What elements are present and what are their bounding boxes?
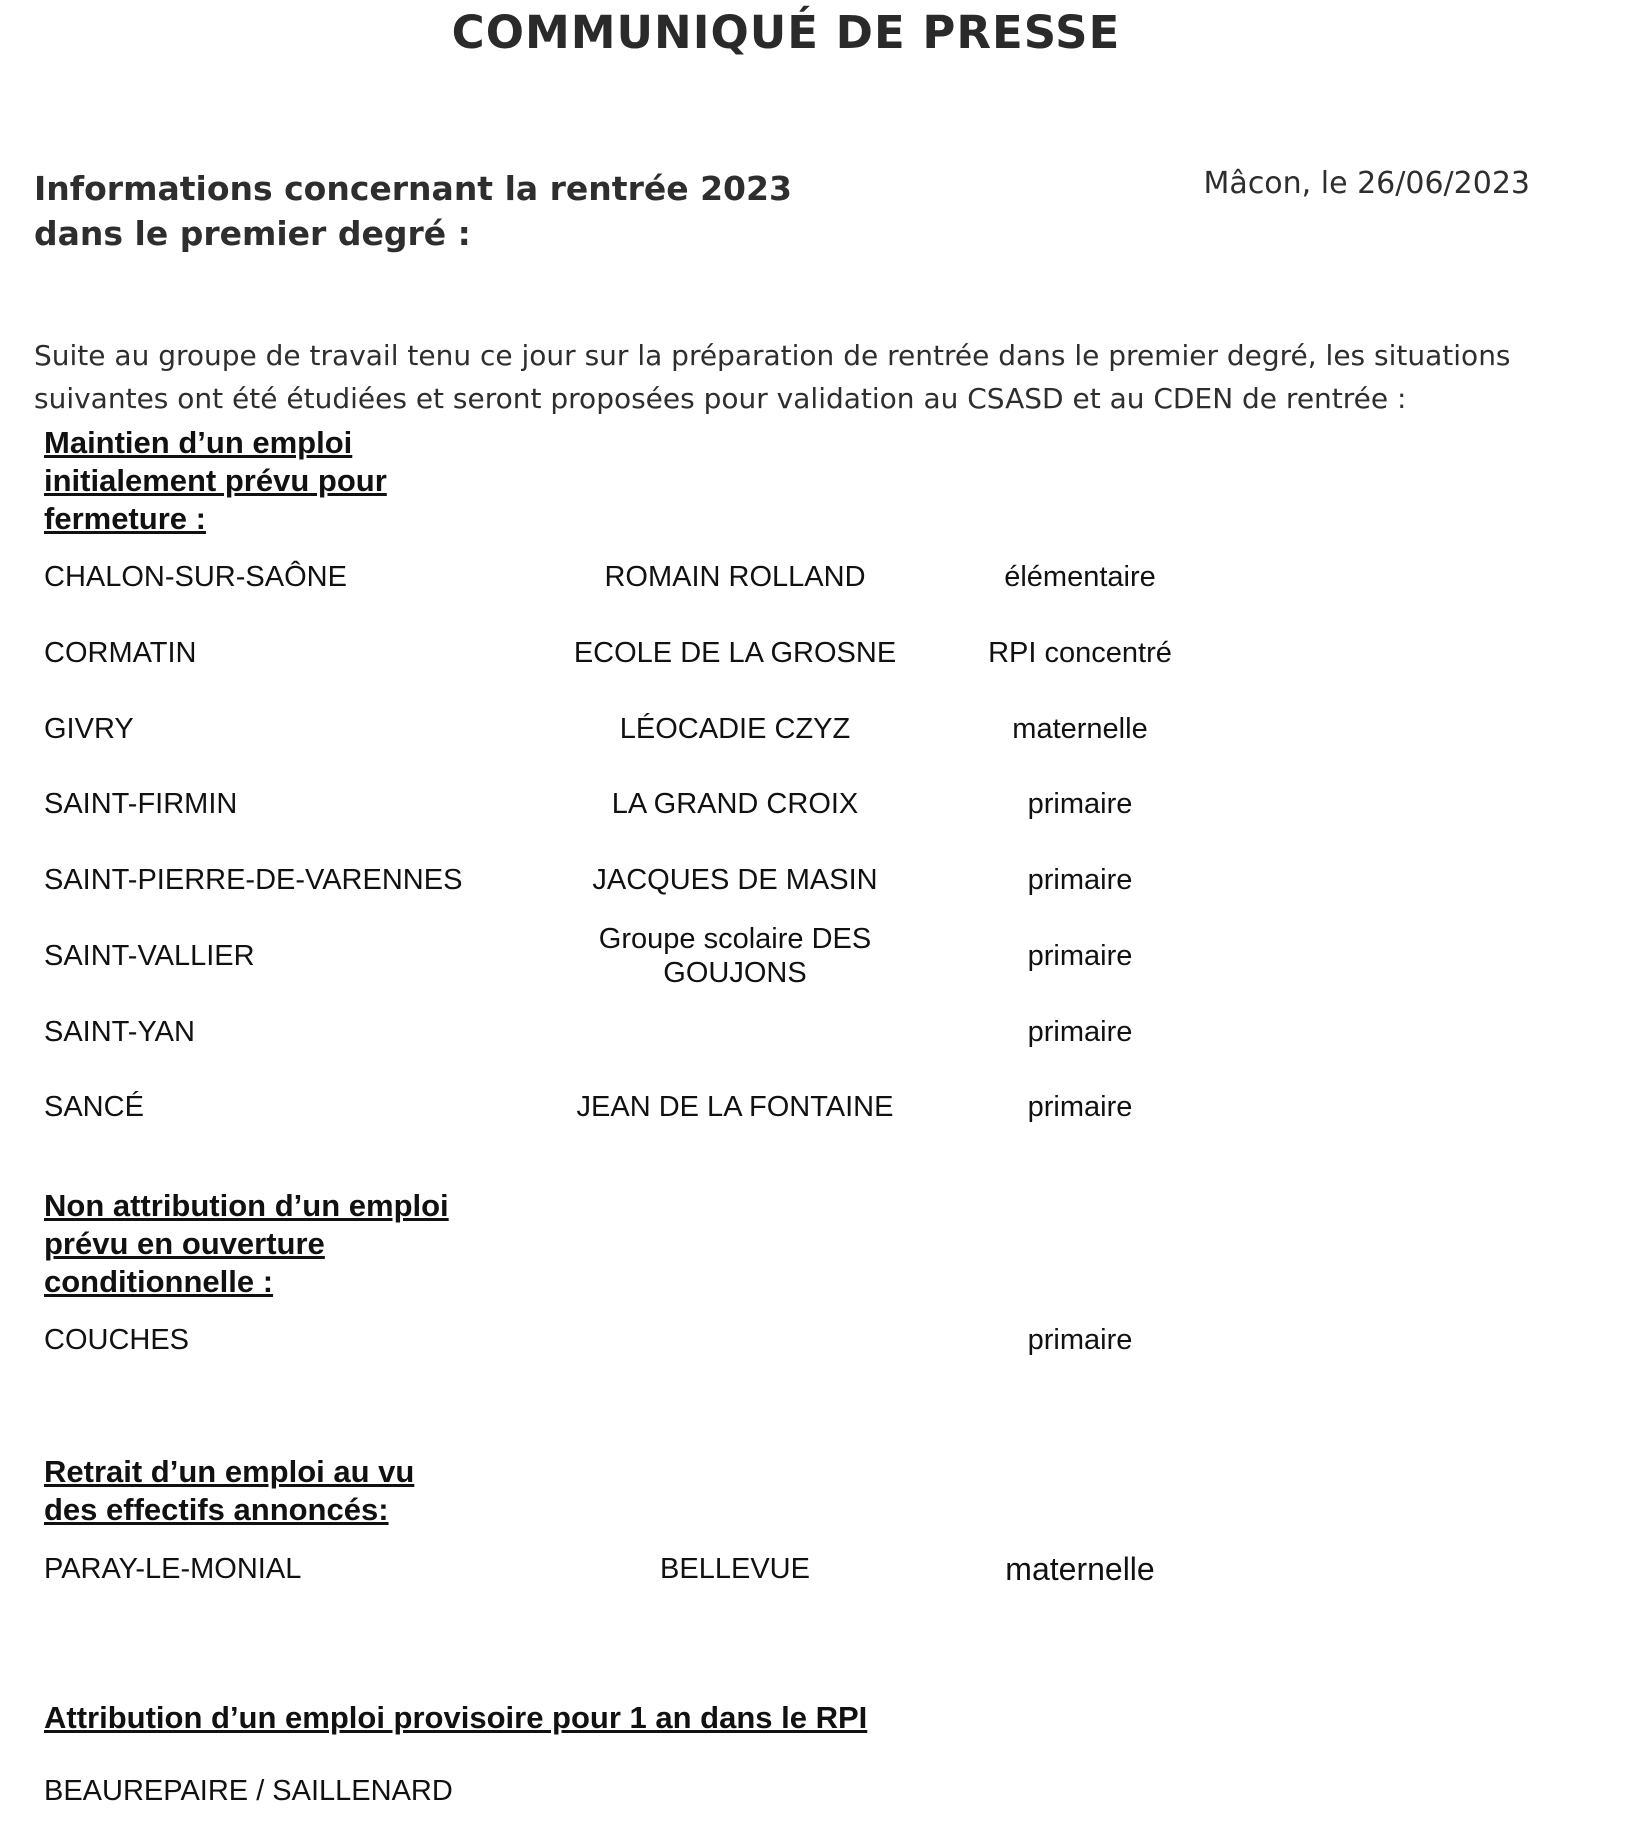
table-row bbox=[0, 844, 1640, 916]
town-cell: COUCHES bbox=[44, 1324, 190, 1356]
table-row bbox=[0, 1758, 1640, 1824]
school-cell bbox=[540, 1304, 930, 1376]
section-title-retrait bbox=[44, 1453, 414, 1529]
town-cell: SANCÉ bbox=[44, 1091, 144, 1123]
town-cell: SAINT-FIRMIN bbox=[44, 788, 238, 820]
school-line: GOUJONS bbox=[663, 957, 807, 989]
section-title-line: fermeture : bbox=[44, 501, 206, 536]
section-title-line: prévu en ouverture bbox=[44, 1226, 325, 1261]
intro-line-1: Suite au groupe de travail tenu ce jour sur la préparation de rentrée dans le premier degré, les situations bbox=[34, 339, 1511, 372]
town-cell: PARAY-LE-MONIAL bbox=[44, 1553, 302, 1585]
town-cell: BEAUREPAIRE / SAILLENARD bbox=[44, 1775, 453, 1807]
section-title-maintien bbox=[44, 424, 387, 538]
school-cell: JACQUES DE MASIN bbox=[592, 864, 878, 896]
school-cell: ECOLE DE LA GROSNE bbox=[573, 637, 897, 669]
intro-paragraph bbox=[34, 334, 1564, 420]
school-type-cell: primaire bbox=[1027, 864, 1133, 896]
town-cell: SAINT-VALLIER bbox=[44, 940, 255, 972]
section-title-line: Attribution d’un emploi provisoire pour 1 an dans le RPI bbox=[44, 1700, 868, 1735]
table-row bbox=[0, 1071, 1640, 1143]
school-cell: BELLEVUE bbox=[660, 1553, 810, 1585]
table-row bbox=[0, 693, 1640, 765]
school-type-cell: maternelle bbox=[1012, 713, 1148, 745]
school-type-cell: primaire bbox=[1027, 1016, 1133, 1048]
table-row bbox=[0, 617, 1640, 689]
school-type-cell: primaire bbox=[1027, 1324, 1133, 1356]
section-title-line: Retrait d’un emploi au vu bbox=[44, 1454, 415, 1489]
school-cell bbox=[540, 1758, 930, 1824]
school-cell: LA GRAND CROIX bbox=[611, 788, 859, 820]
school-cell bbox=[540, 996, 930, 1068]
school-type-cell: primaire bbox=[1027, 1091, 1133, 1123]
school-type-cell: primaire bbox=[1027, 788, 1133, 820]
section-title-line: Maintien d’un emploi bbox=[44, 425, 353, 460]
school-cell bbox=[540, 920, 930, 992]
section-title-non-attribution bbox=[44, 1187, 449, 1301]
school-type-cell: maternelle bbox=[1005, 1551, 1155, 1587]
school-type-cell: RPI concentré bbox=[988, 637, 1172, 669]
section-title-line: conditionnelle : bbox=[44, 1264, 274, 1299]
school-type-cell: primaire bbox=[1027, 940, 1133, 972]
school-type-cell bbox=[960, 1758, 1200, 1824]
town-cell: GIVRY bbox=[44, 713, 134, 745]
school-line: Groupe scolaire DES bbox=[598, 923, 872, 955]
school-type-cell: élémentaire bbox=[1004, 561, 1156, 593]
section-title-line: initialement prévu pour bbox=[44, 463, 387, 498]
subject-line-2: dans le premier degré : bbox=[34, 214, 471, 253]
table-row bbox=[0, 1304, 1640, 1376]
table-row bbox=[0, 1533, 1640, 1605]
document-title: COMMUNIQUÉ DE PRESSE bbox=[451, 6, 1121, 59]
section-title-line: Non attribution d’un emploi bbox=[44, 1188, 449, 1223]
intro-line-2: suivantes ont été étudiées et seront proposées pour validation au CSASD et au CDEN de rentrée : bbox=[34, 382, 1407, 415]
town-cell: SAINT-YAN bbox=[44, 1016, 195, 1048]
table-row bbox=[0, 920, 1640, 992]
subject-line-1: Informations concernant la rentrée 2023 bbox=[34, 169, 792, 208]
section-title-attribution-provisoire bbox=[44, 1699, 867, 1737]
subject-heading bbox=[34, 166, 834, 256]
table-row bbox=[0, 541, 1640, 613]
school-cell: LÉOCADIE CZYZ bbox=[619, 713, 851, 745]
table-row bbox=[0, 996, 1640, 1068]
town-cell: CORMATIN bbox=[44, 637, 197, 669]
school-cell: JEAN DE LA FONTAINE bbox=[576, 1091, 894, 1123]
place-and-date: Mâcon, le 26/06/2023 bbox=[1203, 166, 1530, 201]
town-cell: SAINT-PIERRE-DE-VARENNES bbox=[44, 864, 463, 896]
section-title-line: des effectifs annoncés: bbox=[44, 1492, 389, 1527]
town-cell: CHALON-SUR-SAÔNE bbox=[44, 561, 347, 593]
table-row bbox=[0, 768, 1640, 840]
school-cell: ROMAIN ROLLAND bbox=[604, 561, 866, 593]
